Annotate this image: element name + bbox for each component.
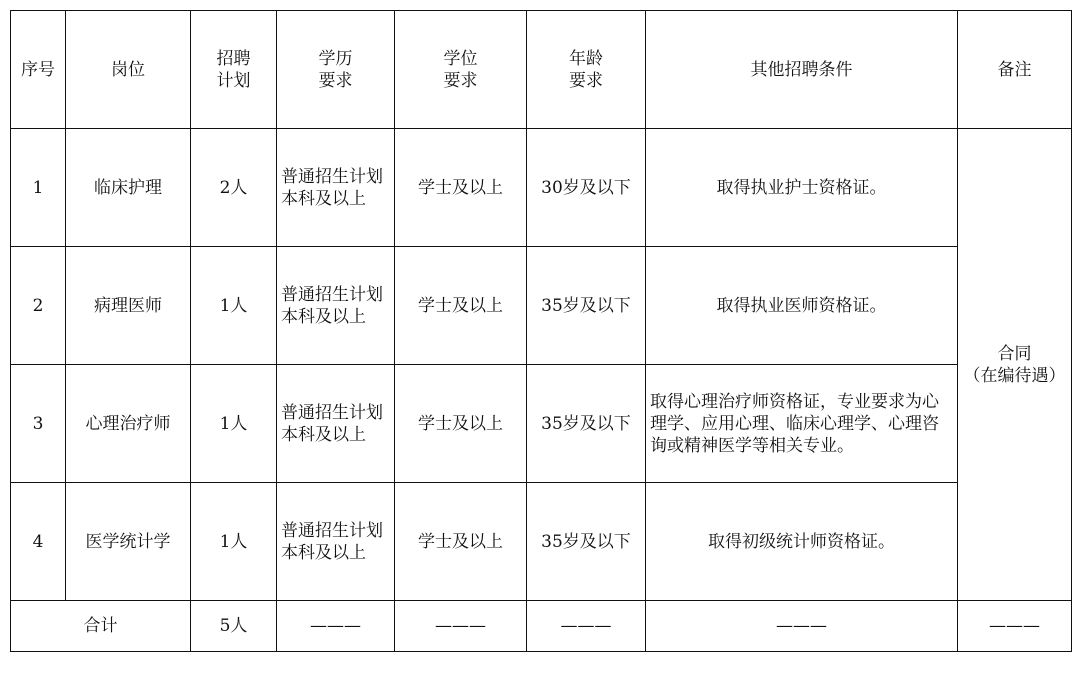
cell-position: 医学统计学 [66,483,191,601]
cell-remark-merged [958,129,1072,601]
cell-education: 普通招生计划本科及以上 [277,129,395,247]
cell-plan: 2人 [191,129,277,247]
table-row [11,247,1072,365]
cell-other-conditions: 取得执业医师资格证。 [646,247,958,365]
header-degree [395,11,527,129]
cell-other-conditions: 取得心理治疗师资格证，专业要求为心理学、应用心理、临床心理学、心理咨询或精神医学等相关专业。 [646,365,958,483]
cell-age: 35岁及以下 [527,365,646,483]
cell-no: 3 [11,365,66,483]
header-education-line2: 要求 [318,70,353,91]
header-other-conditions: 其他招聘条件 [646,11,958,129]
remark-line1: 合同 [997,343,1032,364]
header-age [527,11,646,129]
total-education: ——— [277,601,395,652]
header-degree-line1: 学位 [443,48,478,69]
cell-age: 35岁及以下 [527,483,646,601]
header-no: 序号 [11,11,66,129]
total-degree: ——— [395,601,527,652]
remark-line2: （在编待遇） [963,365,1066,386]
header-row [11,11,1072,129]
header-age-line2: 要求 [569,70,603,91]
table-row [11,365,1072,483]
header-remark: 备注 [958,11,1072,129]
header-age-line1: 年龄 [569,48,603,69]
cell-education: 普通招生计划本科及以上 [277,483,395,601]
header-plan-line1: 招聘 [216,48,251,69]
cell-no: 1 [11,129,66,247]
total-remark: ——— [958,601,1072,652]
cell-degree: 学士及以上 [395,483,527,601]
recruitment-table [10,10,1072,652]
header-plan-line2: 计划 [216,70,251,91]
recruitment-table-container [10,10,1072,652]
cell-education: 普通招生计划本科及以上 [277,247,395,365]
cell-no: 4 [11,483,66,601]
table-row [11,129,1072,247]
cell-other-conditions: 取得初级统计师资格证。 [646,483,958,601]
total-other-conditions: ——— [646,601,958,652]
header-degree-line2: 要求 [443,70,478,91]
cell-plan: 1人 [191,365,277,483]
total-label: 合计 [11,601,191,652]
cell-plan: 1人 [191,247,277,365]
header-education [277,11,395,129]
cell-position: 病理医师 [66,247,191,365]
total-plan: 5人 [191,601,277,652]
cell-position: 心理治疗师 [66,365,191,483]
cell-other-conditions: 取得执业护士资格证。 [646,129,958,247]
cell-age: 35岁及以下 [527,247,646,365]
table-row [11,483,1072,601]
header-education-line1: 学历 [318,48,353,69]
cell-degree: 学士及以上 [395,365,527,483]
cell-age: 30岁及以下 [527,129,646,247]
cell-education: 普通招生计划本科及以上 [277,365,395,483]
cell-degree: 学士及以上 [395,129,527,247]
cell-no: 2 [11,247,66,365]
header-position: 岗位 [66,11,191,129]
header-plan [191,11,277,129]
cell-plan: 1人 [191,483,277,601]
total-age: ——— [527,601,646,652]
cell-position: 临床护理 [66,129,191,247]
cell-degree: 学士及以上 [395,247,527,365]
total-row [11,601,1072,652]
